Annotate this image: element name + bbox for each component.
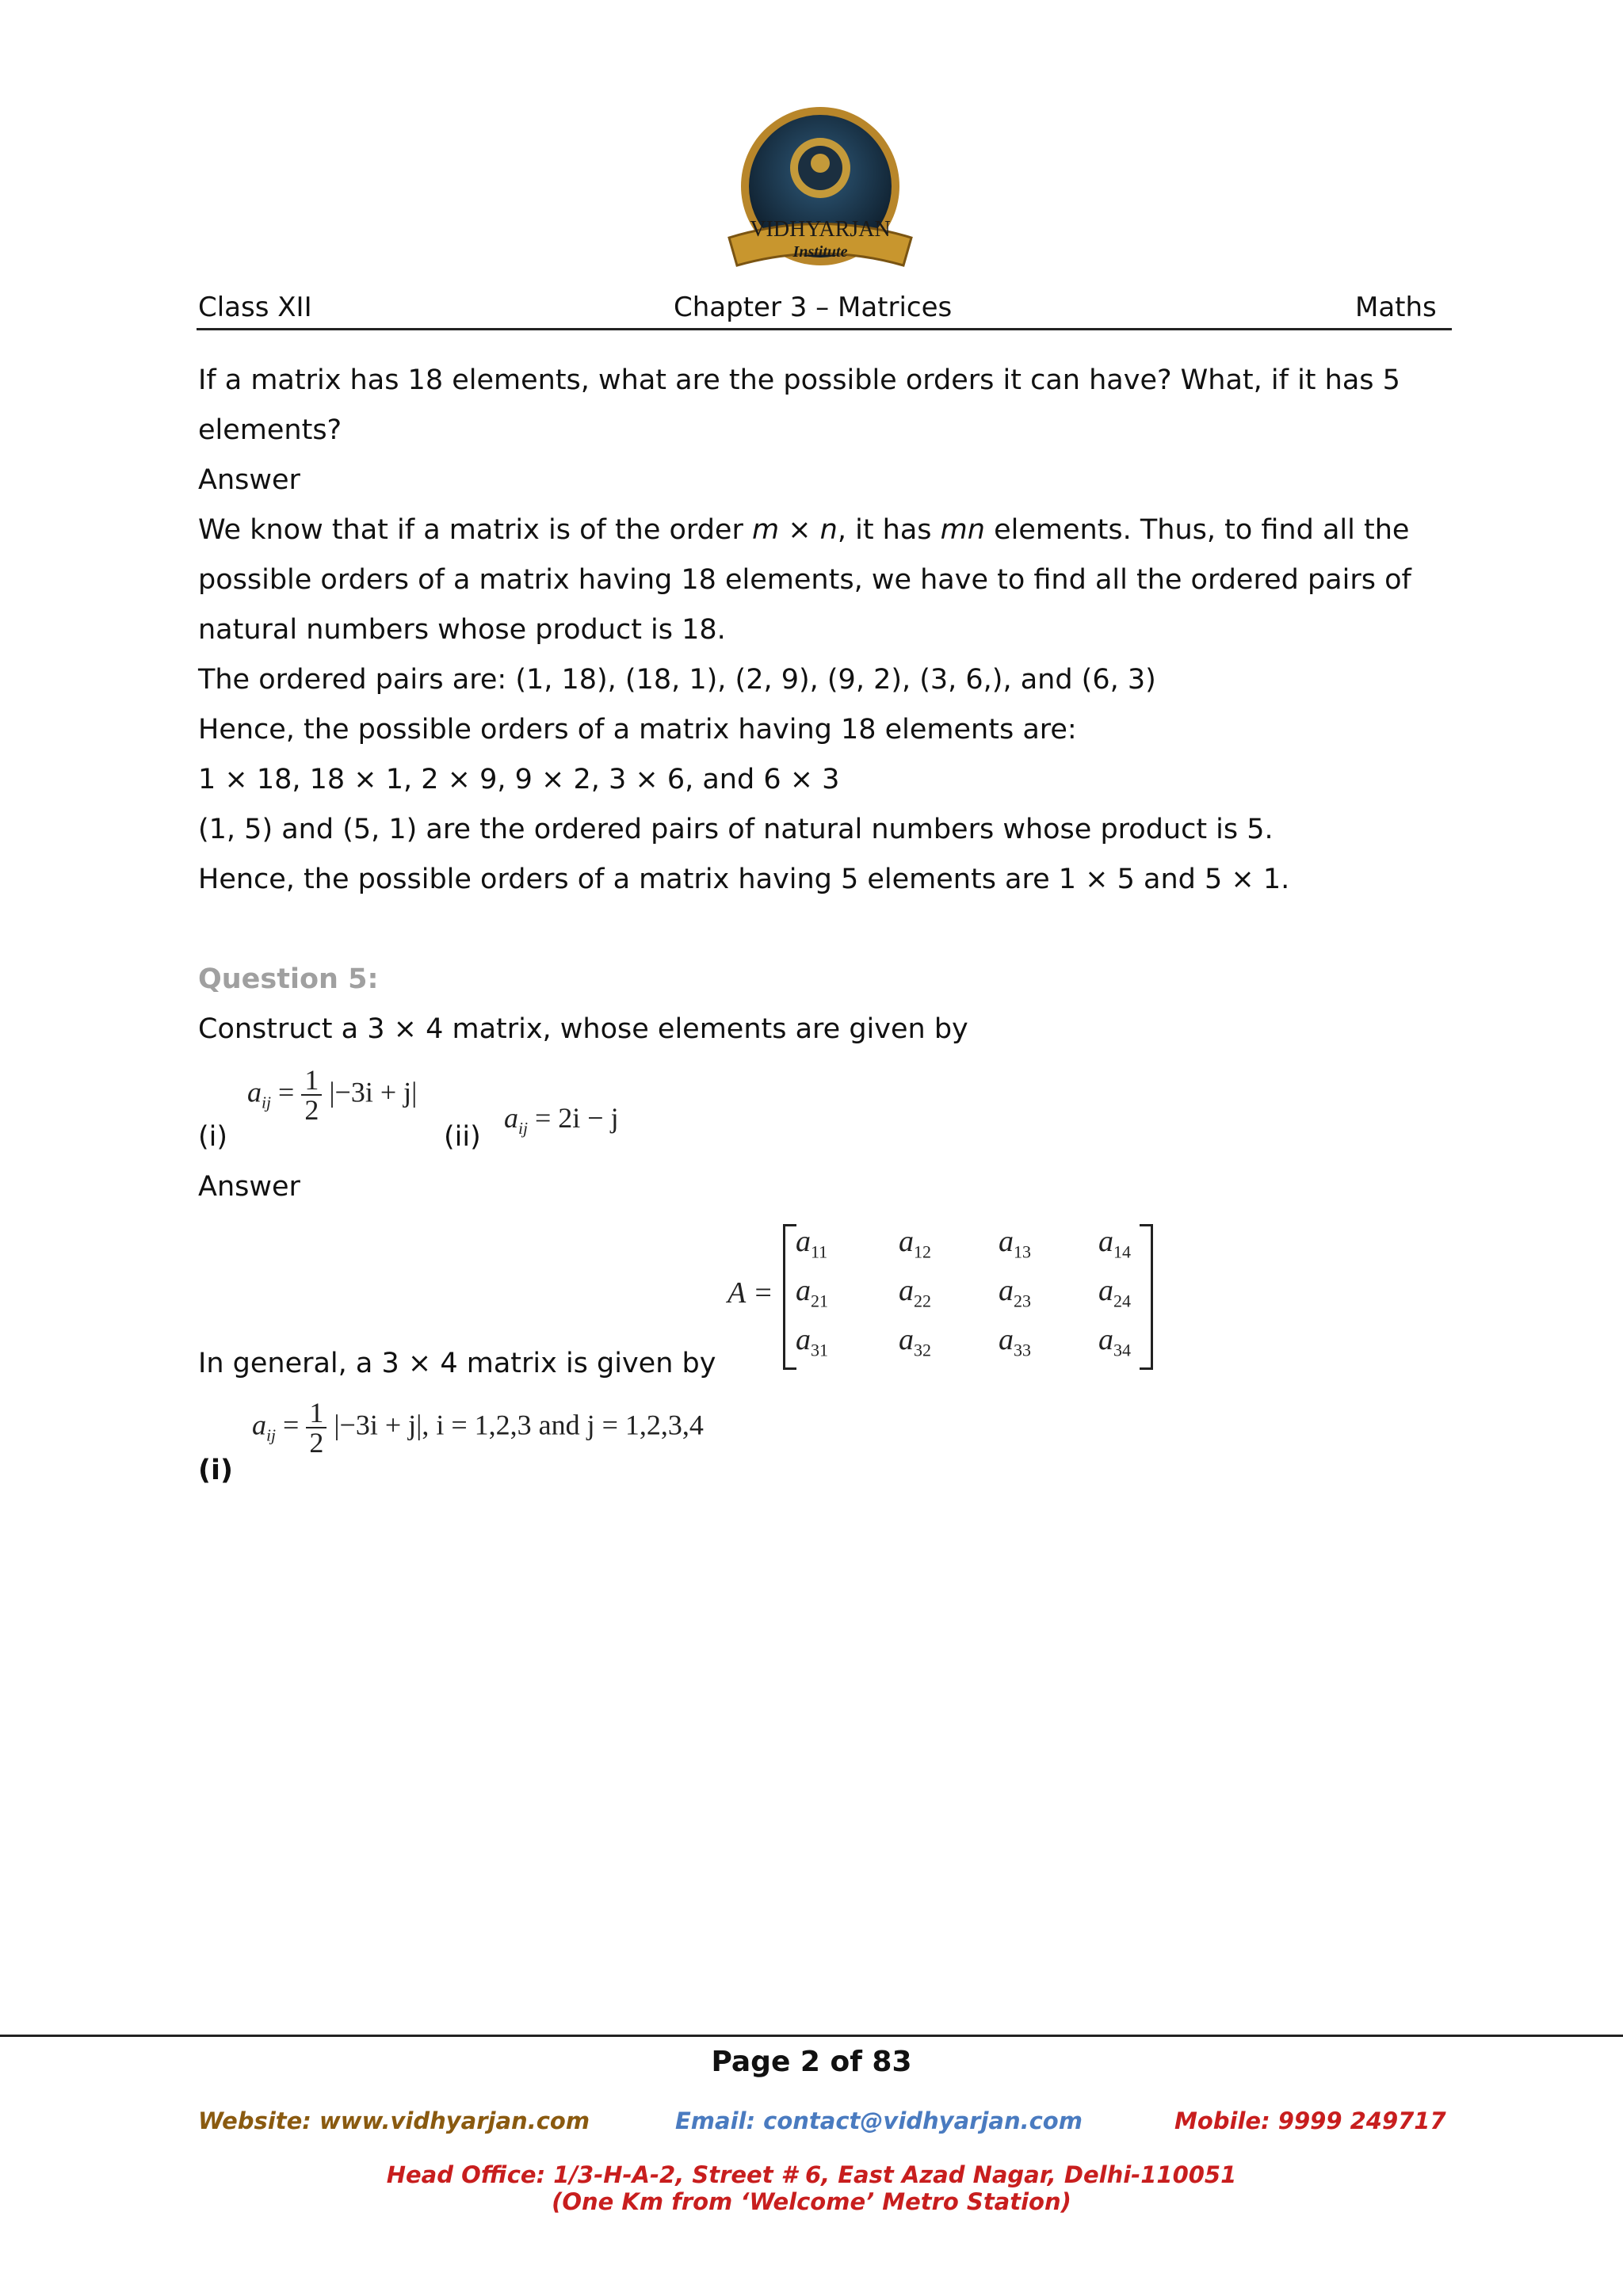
formula-subscript: ij [266, 1425, 276, 1445]
matrix-cell-var: a [999, 1323, 1014, 1356]
pairs-for-5-line: (1, 5) and (5, 1) are the ordered pairs of natural numbers whose product is 5. [198, 814, 1274, 845]
var-n: n [819, 514, 838, 546]
matrix-cell-var: a [796, 1274, 811, 1307]
possible-orders-intro: Hence, the possible orders of a matrix having 18 elements are: [198, 714, 1077, 746]
matrix-cell-var: a [899, 1225, 914, 1258]
matrix-cell [999, 1322, 1031, 1361]
matrix-cell-subscript: 22 [914, 1291, 931, 1311]
matrix-cell [1098, 1273, 1131, 1312]
matrix-cell [999, 1224, 1031, 1263]
question-5-text: Construct a 3 × 4 matrix, whose elements are given by [198, 1013, 968, 1045]
matrix-cell-subscript: 31 [811, 1340, 828, 1360]
fraction-denominator: 2 [309, 1427, 324, 1459]
header-chapter: Chapter 3 – Matrices [674, 292, 953, 323]
matrix-cell [1098, 1322, 1131, 1361]
matrix-cell-var: a [796, 1225, 811, 1258]
question-4-line-1: If a matrix has 18 elements, what are the possible orders it can have? What, if it has 5 [198, 364, 1400, 396]
institute-logo [713, 103, 927, 289]
formula-var: a [252, 1409, 266, 1441]
formula-equals: = [278, 1076, 295, 1108]
var-m: m [751, 514, 780, 546]
matrix-cell-var: a [999, 1274, 1014, 1307]
footer-website[interactable]: Website: www.vidhyarjan.com [198, 2107, 590, 2134]
matrix-cell [796, 1322, 828, 1361]
text-segment: × [779, 514, 820, 546]
footer-address-line-1: Head Office: 1/3-H-A-2, Street # 6, East Azad Nagar, Delhi-110051 [386, 2161, 1237, 2188]
label-i-bold: (i) [198, 1455, 233, 1486]
logo-text-name: VIDHYARJAN [750, 217, 891, 242]
matrix-cell-subscript: 34 [1113, 1340, 1131, 1360]
matrix-cell-subscript: 13 [1014, 1241, 1031, 1262]
header-class: Class XII [198, 292, 312, 323]
fraction-numerator: 1 [301, 1066, 322, 1096]
matrix-cell [899, 1224, 931, 1263]
header-subject: Maths [1355, 292, 1437, 323]
matrix-cell-var: a [999, 1225, 1014, 1258]
question-5-heading: Question 5: [198, 963, 379, 995]
general-matrix [727, 1224, 1155, 1367]
formula-i-general [252, 1398, 704, 1457]
matrix-cell-var: a [1098, 1274, 1113, 1307]
text-segment: We know that if a matrix is of the order [198, 514, 752, 546]
footer-divider [0, 2035, 1623, 2037]
matrix-cell [1098, 1224, 1131, 1263]
answer-label-1: Answer [198, 464, 300, 496]
answer-paragraph-line-3: natural numbers whose product is 18. [198, 614, 726, 646]
page-number: Page 2 of 83 [711, 2046, 912, 2078]
matrix-cell [796, 1224, 827, 1263]
formula-ii [504, 1101, 619, 1138]
matrix-cell-subscript: 23 [1014, 1291, 1031, 1311]
var-mn: mn [940, 514, 985, 546]
fraction-numerator: 1 [306, 1398, 327, 1428]
footer-mobile: Mobile: 9999 249717 [1174, 2107, 1446, 2134]
answer-label-2: Answer [198, 1171, 300, 1203]
general-matrix-text: In general, a 3 × 4 matrix is given by [198, 1348, 716, 1379]
fraction-one-half [306, 1398, 327, 1457]
matrix-cell-subscript: 21 [811, 1291, 828, 1311]
matrix-cell-var: a [1098, 1225, 1113, 1258]
label-i: (i) [198, 1121, 228, 1153]
matrix-cell-subscript: 12 [914, 1241, 931, 1262]
ordered-pairs-line: The ordered pairs are: (1, 18), (18, 1), (2, 9), (9, 2), (3, 6,), and (6, 3) [198, 664, 1156, 696]
matrix-cell-var: a [899, 1323, 914, 1356]
answer-paragraph-line-1 [198, 505, 1409, 555]
logo-text-institute: Institute [792, 243, 848, 261]
header-divider [197, 328, 1452, 330]
matrix-left-bracket [783, 1224, 796, 1370]
label-ii: (ii) [444, 1121, 481, 1153]
fraction-one-half [301, 1066, 322, 1124]
answer-paragraph-line-2: possible orders of a matrix having 18 elements, we have to find all the ordered pairs of [198, 564, 1411, 596]
matrix-cell-subscript: 33 [1014, 1340, 1031, 1360]
question-4-line-2: elements? [198, 414, 342, 446]
formula-subscript: ij [518, 1119, 528, 1138]
matrix-cell [796, 1273, 828, 1312]
orders-for-5-line: Hence, the possible orders of a matrix having 5 elements are 1 × 5 and 5 × 1. [198, 864, 1290, 895]
formula-rest: |−3i + j|, i = 1,2,3 and j = 1,2,3,4 [334, 1409, 704, 1441]
possible-orders-list: 1 × 18, 18 × 1, 2 × 9, 9 × 2, 3 × 6, and 6 × 3 [198, 764, 840, 795]
matrix-cell-subscript: 11 [811, 1241, 828, 1262]
fraction-denominator: 2 [304, 1094, 319, 1126]
formula-subscript: ij [262, 1093, 271, 1112]
matrix-cell [899, 1322, 931, 1361]
matrix-cell [899, 1273, 931, 1312]
matrix-right-bracket [1140, 1224, 1153, 1370]
formula-var: a [247, 1076, 262, 1108]
footer-address-line-2: (One Km from ‘Welcome’ Metro Station) [552, 2188, 1071, 2215]
matrix-name: A = [727, 1276, 773, 1310]
matrix-cell-subscript: 24 [1113, 1291, 1131, 1311]
formula-var: a [504, 1102, 518, 1134]
text-segment: , it has [837, 514, 941, 546]
matrix-cell-var: a [796, 1323, 811, 1356]
text-segment: elements. Thus, to find all the [984, 514, 1410, 546]
matrix-cell-var: a [1098, 1323, 1113, 1356]
matrix-cell [999, 1273, 1031, 1312]
footer-email[interactable]: Email: contact@vidhyarjan.com [675, 2107, 1083, 2134]
matrix-cell-subscript: 14 [1113, 1241, 1131, 1262]
matrix-cell-var: a [899, 1274, 914, 1307]
formula-i [247, 1066, 417, 1124]
matrix-cell-subscript: 32 [914, 1340, 931, 1360]
formula-abs: |−3i + j| [329, 1076, 418, 1108]
formula-rhs: = 2i − j [535, 1102, 619, 1134]
formula-equals: = [283, 1409, 300, 1441]
